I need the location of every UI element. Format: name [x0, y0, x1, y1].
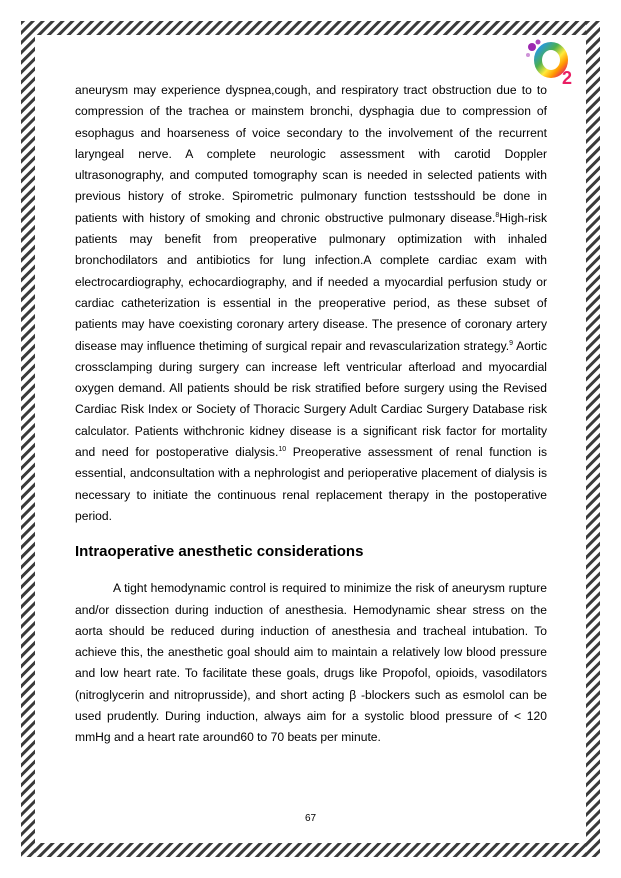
- page-border-bottom: [21, 843, 600, 857]
- reference-superscript: 10: [278, 446, 287, 454]
- reference-superscript: 8: [495, 211, 500, 219]
- reference-superscript: 9: [509, 339, 514, 347]
- page-content: [75, 80, 547, 749]
- svg-text:2: 2: [562, 68, 573, 88]
- section-heading: Intraoperative anesthetic considerations: [75, 543, 364, 561]
- page-border-left: [21, 21, 35, 857]
- page-border-top: [21, 21, 600, 35]
- body-paragraph: A tight hemodynamic control is required to minimize the risk of aneurysm rupture and/or dissection during induction of anesthesia. Hemodynamic shear stress on the aorta should be reduced during induction of anesthesia and tracheal intubation. To achieve this, the anesthetic goal should aim to maintain a relatively low blood pressure and low heart rate. To facilitate these goals, drugs like Propofol, opioids, vasodilators (nitroglycerin and nitroprusside), and short acting β -blockers such as esmolol can be used prudently. During induction, always aim for a systolic blood pressure of < 120 mmHg and a heart rate around60 to 70 beats per minute.: [75, 581, 547, 745]
- body-paragraph: aneurysm may experience dyspnea,cough, and respiratory tract obstruction due to to compression of the trachea or mainstem bronchi, dysphagia due to compression of esophagus and hoarseness of voice secondary to the involvement of the recurrent laryngeal nerve. A complete neurologic assessment with carotid Doppler ultrasonography, and computed tomography scan is needed in selected patients with previous history of stroke. Spirometric pulmonary function testsshould be done in patients with history of smoking and chronic obstructive pulmonary disease.$^8$High-risk patients may benefit from preoperative pulmonary optimization with inhaled bronchodilators and antibiotics for lung infection.A complete cardiac exam with electrocardiography, echocardiography, and if needed a myocardial perfusion study or cardiac catheterization is essential in the preoperative period, as these subset of patients may have coexisting coronary artery disease. The presence of coronary artery disease may influence thetiming of surgical repair and revascularization strategy.$^9$ Aortic crossclamping during surgery can increase left ventricular afterload and myocardial oxygen demand. All patients should be risk stratified before surgery using the Revised Cardiac Risk Index or Society of Thoracic Surgery Adult Cardiac Surgery Database risk calculator. Patients withchronic kidney disease is a significant risk factor for mortality and need for postoperative dialysis.$^{10}$ Preoperative assessment of renal function is essential, andconsultation with a nephrologist and perioperative placement of dialysis is necessary to initiate the continuous renal replacement therapy in the postoperative period.: [75, 83, 548, 523]
- page-number: 67: [304, 813, 317, 824]
- page-border-right: [586, 21, 600, 857]
